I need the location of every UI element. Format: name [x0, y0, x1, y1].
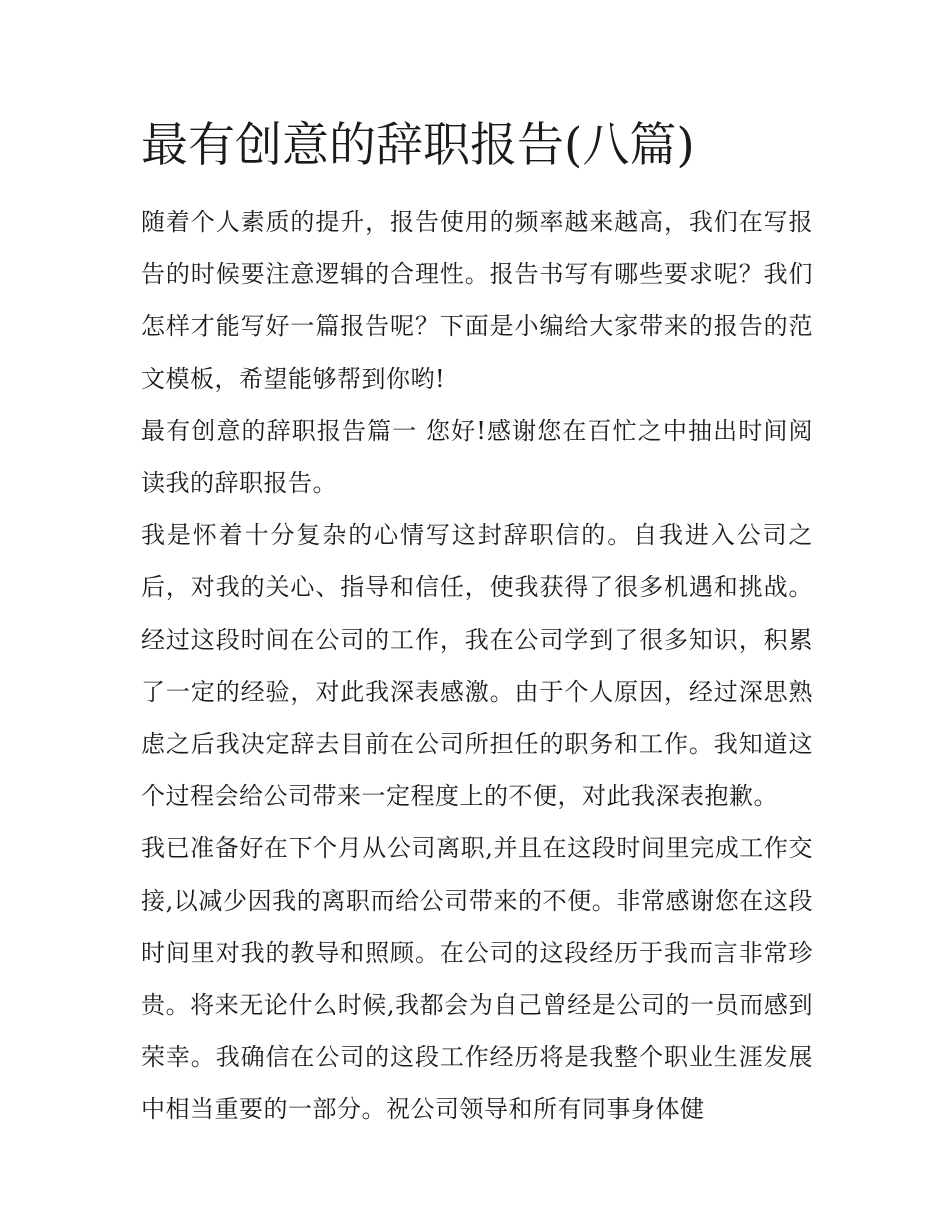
paragraph-handover: 我已准备好在下个月从公司离职,并且在这段时间里完成工作交接,以减少因我的离职而给公司带来的不便。非常感谢您在这段时间里对我的教导和照顾。在公司的这段经历于我而言非常珍贵。将来无论什么时候,我都会为自己曾经是公司的一员而感到荣幸。我确信在公司的这段工作经历将是我整个职业生涯发展中相当重要的一部分。祝公司领导和所有同事身体健	[141, 834, 813, 1124]
paragraph-reason: 我是怀着十分复杂的心情写这封辞职信的。自我进入公司之后，对我的关心、指导和信任，使我获得了很多机遇和挑战。经过这段时间在公司的工作，我在公司学到了很多知识，积累了一定的经验，对此我深表感激。由于个人原因，经过深思熟虑之后我决定辞去目前在公司所担任的职务和工作。我知道这个过程会给公司带来一定程度上的不便，对此我深表抱歉。	[141, 521, 813, 811]
paragraph-intro: 随着个人素质的提升，报告使用的频率越来越高，我们在写报告的时候要注意逻辑的合理性。报告书写有哪些要求呢？我们怎样才能写好一篇报告呢？下面是小编给大家带来的报告的范文模板，希望能够帮到你哟!	[141, 208, 813, 393]
document-page	[141, 112, 813, 1136]
document-body	[141, 196, 813, 1136]
document-title: 最有创意的辞职报告(八篇)	[141, 118, 695, 173]
paragraph-greeting: 最有创意的辞职报告篇一 您好!感谢您在百忙之中抽出时间阅读我的辞职报告。	[141, 416, 813, 498]
